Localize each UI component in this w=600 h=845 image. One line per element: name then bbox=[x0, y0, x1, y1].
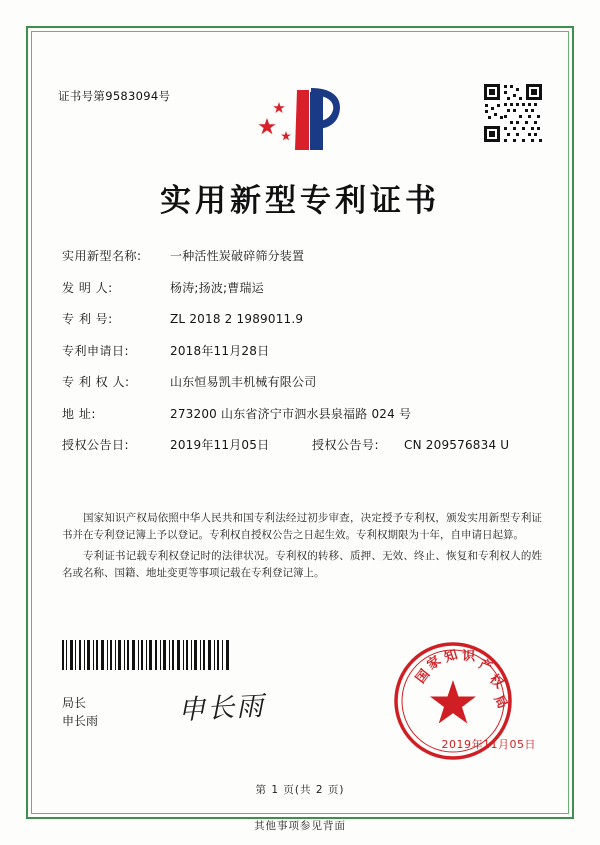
cnipa-logo-icon bbox=[253, 78, 345, 156]
svg-text:识: 识 bbox=[461, 649, 476, 665]
barcode bbox=[62, 640, 230, 670]
handwritten-signature: 申长雨 bbox=[177, 690, 266, 727]
svg-text:局: 局 bbox=[490, 692, 510, 712]
field-label: 授权公告号: bbox=[312, 438, 380, 452]
corner-ornament-top-left bbox=[26, 26, 44, 44]
grant-publication-number-group bbox=[312, 437, 538, 453]
page-number: 第 1 页(共 2 页) bbox=[255, 784, 345, 796]
qr-code bbox=[482, 82, 544, 144]
corner-ornament-bottom-left bbox=[26, 801, 44, 819]
field-label: 实用新型名称: bbox=[62, 249, 142, 263]
field-label: 专 利 号: bbox=[62, 312, 113, 326]
field-value: 273200 山东省济宁市泗水县泉福路 024 号 bbox=[170, 406, 412, 421]
field-value: 2019年11月05日 bbox=[170, 438, 270, 452]
field-value: 山东恒易凯丰机械有限公司 bbox=[170, 375, 317, 389]
field-value: 2018年11月28日 bbox=[170, 343, 270, 358]
seal-date: 2019年11月05日 bbox=[441, 738, 536, 751]
field-label: 发 明 人: bbox=[62, 280, 113, 295]
field-row-grant-info bbox=[62, 437, 538, 453]
field-label: 专利申请日: bbox=[62, 343, 130, 358]
body-text bbox=[62, 510, 542, 586]
field-row-patent-number bbox=[62, 311, 538, 327]
field-row-address bbox=[62, 406, 538, 422]
field-label: 专 利 权 人: bbox=[62, 375, 130, 389]
field-value: CN 209576834 U bbox=[404, 438, 510, 452]
field-value: 一种活性炭破碎筛分装置 bbox=[170, 249, 305, 263]
field-value: 杨涛;扬波;曹瑞运 bbox=[170, 280, 264, 295]
director-title-label: 局长 bbox=[62, 696, 87, 710]
field-row-patentee bbox=[62, 374, 538, 390]
corner-ornament-bottom-right bbox=[556, 801, 574, 819]
field-list bbox=[62, 248, 538, 469]
svg-text:产: 产 bbox=[476, 656, 495, 676]
field-value: ZL 2018 2 1989011.9 bbox=[170, 312, 304, 326]
director-name-label: 申长雨 bbox=[62, 714, 99, 728]
svg-text:国: 国 bbox=[413, 666, 434, 687]
footer-note: 其他事项参见背面 bbox=[254, 820, 346, 832]
paragraph-grant-statement: 国家知识产权局依照中华人民共和国专利法经过初步审查，决定授予专利权，颁发实用新型专利证书并在专利登记簿上予以登记。专利权自授权公告之日起生效。专利权期限为十年，自申请日起算。 bbox=[62, 512, 542, 541]
field-label: 授权公告日: bbox=[62, 438, 130, 452]
field-row-utility-model-name bbox=[62, 248, 538, 264]
field-row-application-date bbox=[62, 343, 538, 359]
corner-ornament-top-right bbox=[556, 26, 574, 44]
paragraph-legal-status: 专利证书记载专利权登记时的法律状况。专利权的转移、质押、无效、终止、恢复和专利权人的姓名或名称、国籍、地址变更等事项记载在专利登记簿上。 bbox=[62, 550, 542, 579]
svg-text:权: 权 bbox=[486, 671, 507, 692]
signature-block bbox=[62, 694, 98, 730]
svg-text:家: 家 bbox=[424, 653, 444, 674]
certificate-number: 证书号第9583094号 bbox=[58, 89, 171, 103]
page-title: 实用新型专利证书 bbox=[160, 183, 440, 219]
grant-date-group bbox=[62, 437, 312, 453]
field-row-inventors bbox=[62, 280, 538, 296]
svg-text:知: 知 bbox=[442, 647, 460, 666]
field-label: 地 址: bbox=[62, 406, 96, 421]
